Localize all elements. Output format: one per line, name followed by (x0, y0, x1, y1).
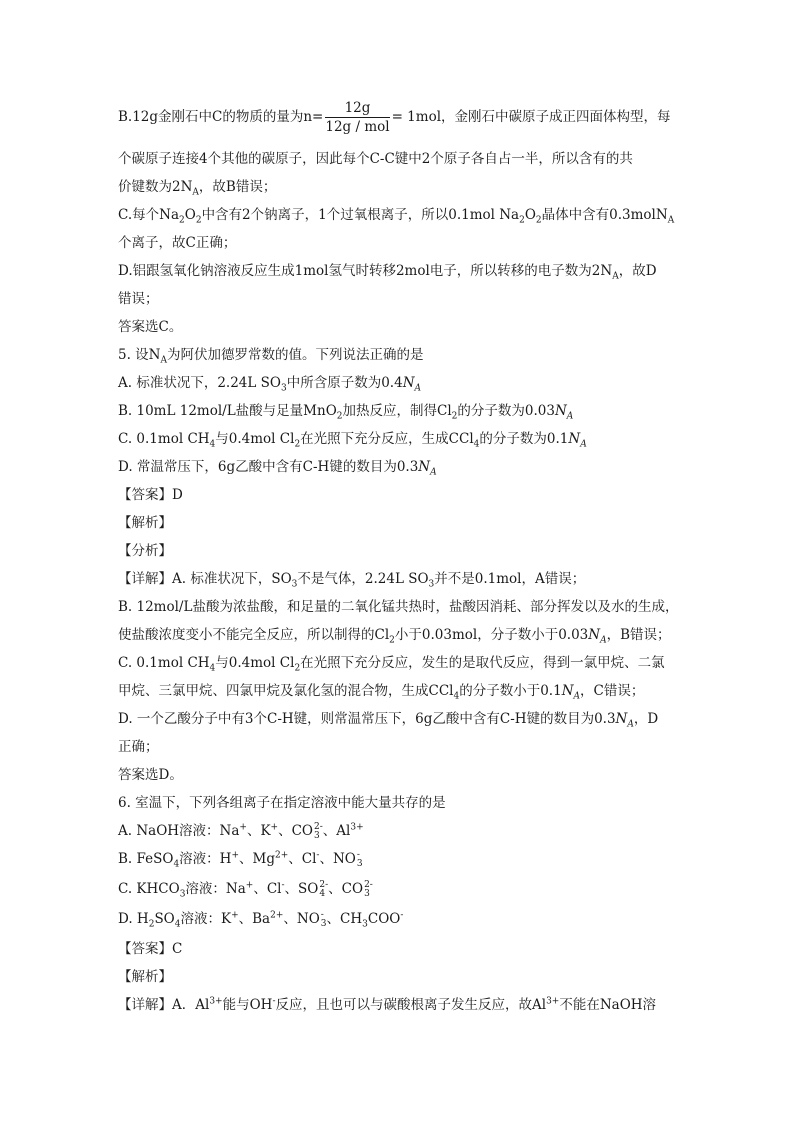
q6-option-a: A. NaOH溶液：Na+、K+、CO 2- 3 、$Al^{3+}$ (118, 821, 364, 841)
q5-analysis-heading: 【解析】 (118, 515, 172, 531)
q4-option-b-line3: 价键数为$2N_A$，故B错误； (118, 179, 277, 198)
q5-answer-choice: 答案选D。 (118, 767, 183, 783)
q5-fenxi-heading: 【分析】 (118, 543, 172, 559)
q4-option-b-line2: 个碳原子连接4个其他的碳原子，因此每个C-C键中2个原子各自占一半，所以含有的共 (118, 151, 633, 167)
q5-stem: 5. 设$N_A$为阿伏加德罗常数的值。下列说法正确的是 (118, 347, 424, 366)
q5-detail-line1: 【详解】A. 标准状况下，$SO_3$不是气体，2.24L $SO_3$并不是0.1mol，A错误； (118, 571, 586, 590)
q5-answer: 【答案】D (118, 487, 183, 503)
q6-answer: 【答案】C (118, 941, 183, 957)
q5-option-b: B. 10mL 12mol/L盐酸与足量MnO$_2$加热反应，制得$Cl_2$的分子数为$0.03N_A$ (118, 403, 574, 422)
q5-detail-line4: C. 0.1mol $CH_4$与0.4mol $Cl_2$在光照下充分反应，发生的是取代反应，得到一氯甲烷、二氯 (118, 655, 665, 674)
q6-stem: 6. 室温下，下列各组离子在指定溶液中能大量共存的是 (118, 795, 446, 811)
q5-detail-line5: 甲烷、三氯甲烷、四氯甲烷及氯化氢的混合物，生成CCl$_4$的分子数小于$0.1N_A$，C错误； (118, 683, 645, 702)
q5-detail-line2: B. 12mol/L盐酸为浓盐酸，和足量的二氧化锰共热时，盐酸因消耗、部分挥发以及水的生成， (118, 599, 679, 615)
q5-option-c: C. 0.1mol $CH_4$与0.4mol $Cl_2$在光照下充分反应，生成CCl$_4$的分子数为$0.1N_A$ (118, 431, 587, 450)
q5-option-d: D. 常温常压下，6g乙酸中含有C-H键的数目为$0.3N_A$ (118, 459, 437, 478)
q4-option-d-line2: 错误； (118, 291, 159, 307)
q6-option-d: D. $H_2SO_4$溶液：K+、$Ba^{2+}$、NO - 3 、$CH_3COO^-$ (118, 909, 404, 930)
q5-detail-line3: 使盐酸浓度变小不能完全反应，所以制得的$Cl_2$小于0.03mol，分子数小于$0.03N_A$，B错误； (118, 627, 671, 646)
q4-option-c-line1: C.每个$Na_2O_2$中含有2个钠离子，1个过氧根离子，所以0.1mol $Na_2O_2$晶体中含有0.3molN$_A$ (118, 207, 675, 226)
q4-answer-choice: 答案选C。 (118, 319, 183, 335)
q4-option-c-line2: 个离子，故C正确； (118, 235, 237, 251)
q5-detail-line7: 正确； (118, 739, 159, 755)
q4-option-b-line1: B.12g金刚石中C的物质的量为n= $\frac{12g}{\text{12g / mol}}$ = 1mol，金刚石中碳原子成正四面体构型，每 (118, 100, 671, 135)
q5-option-a: A. 标准状况下，2.24L $SO_3$中所含原子数为$0.4N_A$ (118, 375, 421, 394)
q6-option-c: C. $KHCO_3$溶液：Na+、Cl-、SO 2- 4 、CO 2- 3 (118, 879, 373, 900)
q4-option-d-line1: D.铝跟氢氧化钠溶液反应生成1mol氢气时转移2mol电子，所以转移的电子数为$2N_A$，故D (118, 263, 657, 282)
q6-option-b: B. FeSO$_4$溶液：H+、$Mg^{2+}$、Cl-、NO - 3 (118, 849, 363, 870)
q6-detail-line1: 【详解】A．$Al^{3+}$能与OH-反应，且也可以与碳酸根离子发生反应，故$Al^{3+}$不能在NaOH溶 (118, 996, 657, 1013)
q5-detail-line6: D. 一个乙酸分子中有3个C-H键，则常温常压下，6g乙酸中含有C-H键的数目为$0.3N_A$，D (118, 711, 659, 730)
q6-analysis-heading: 【解析】 (118, 969, 172, 985)
fraction: $\frac{12g}{\text{12g / mol}}$ (325, 100, 390, 135)
